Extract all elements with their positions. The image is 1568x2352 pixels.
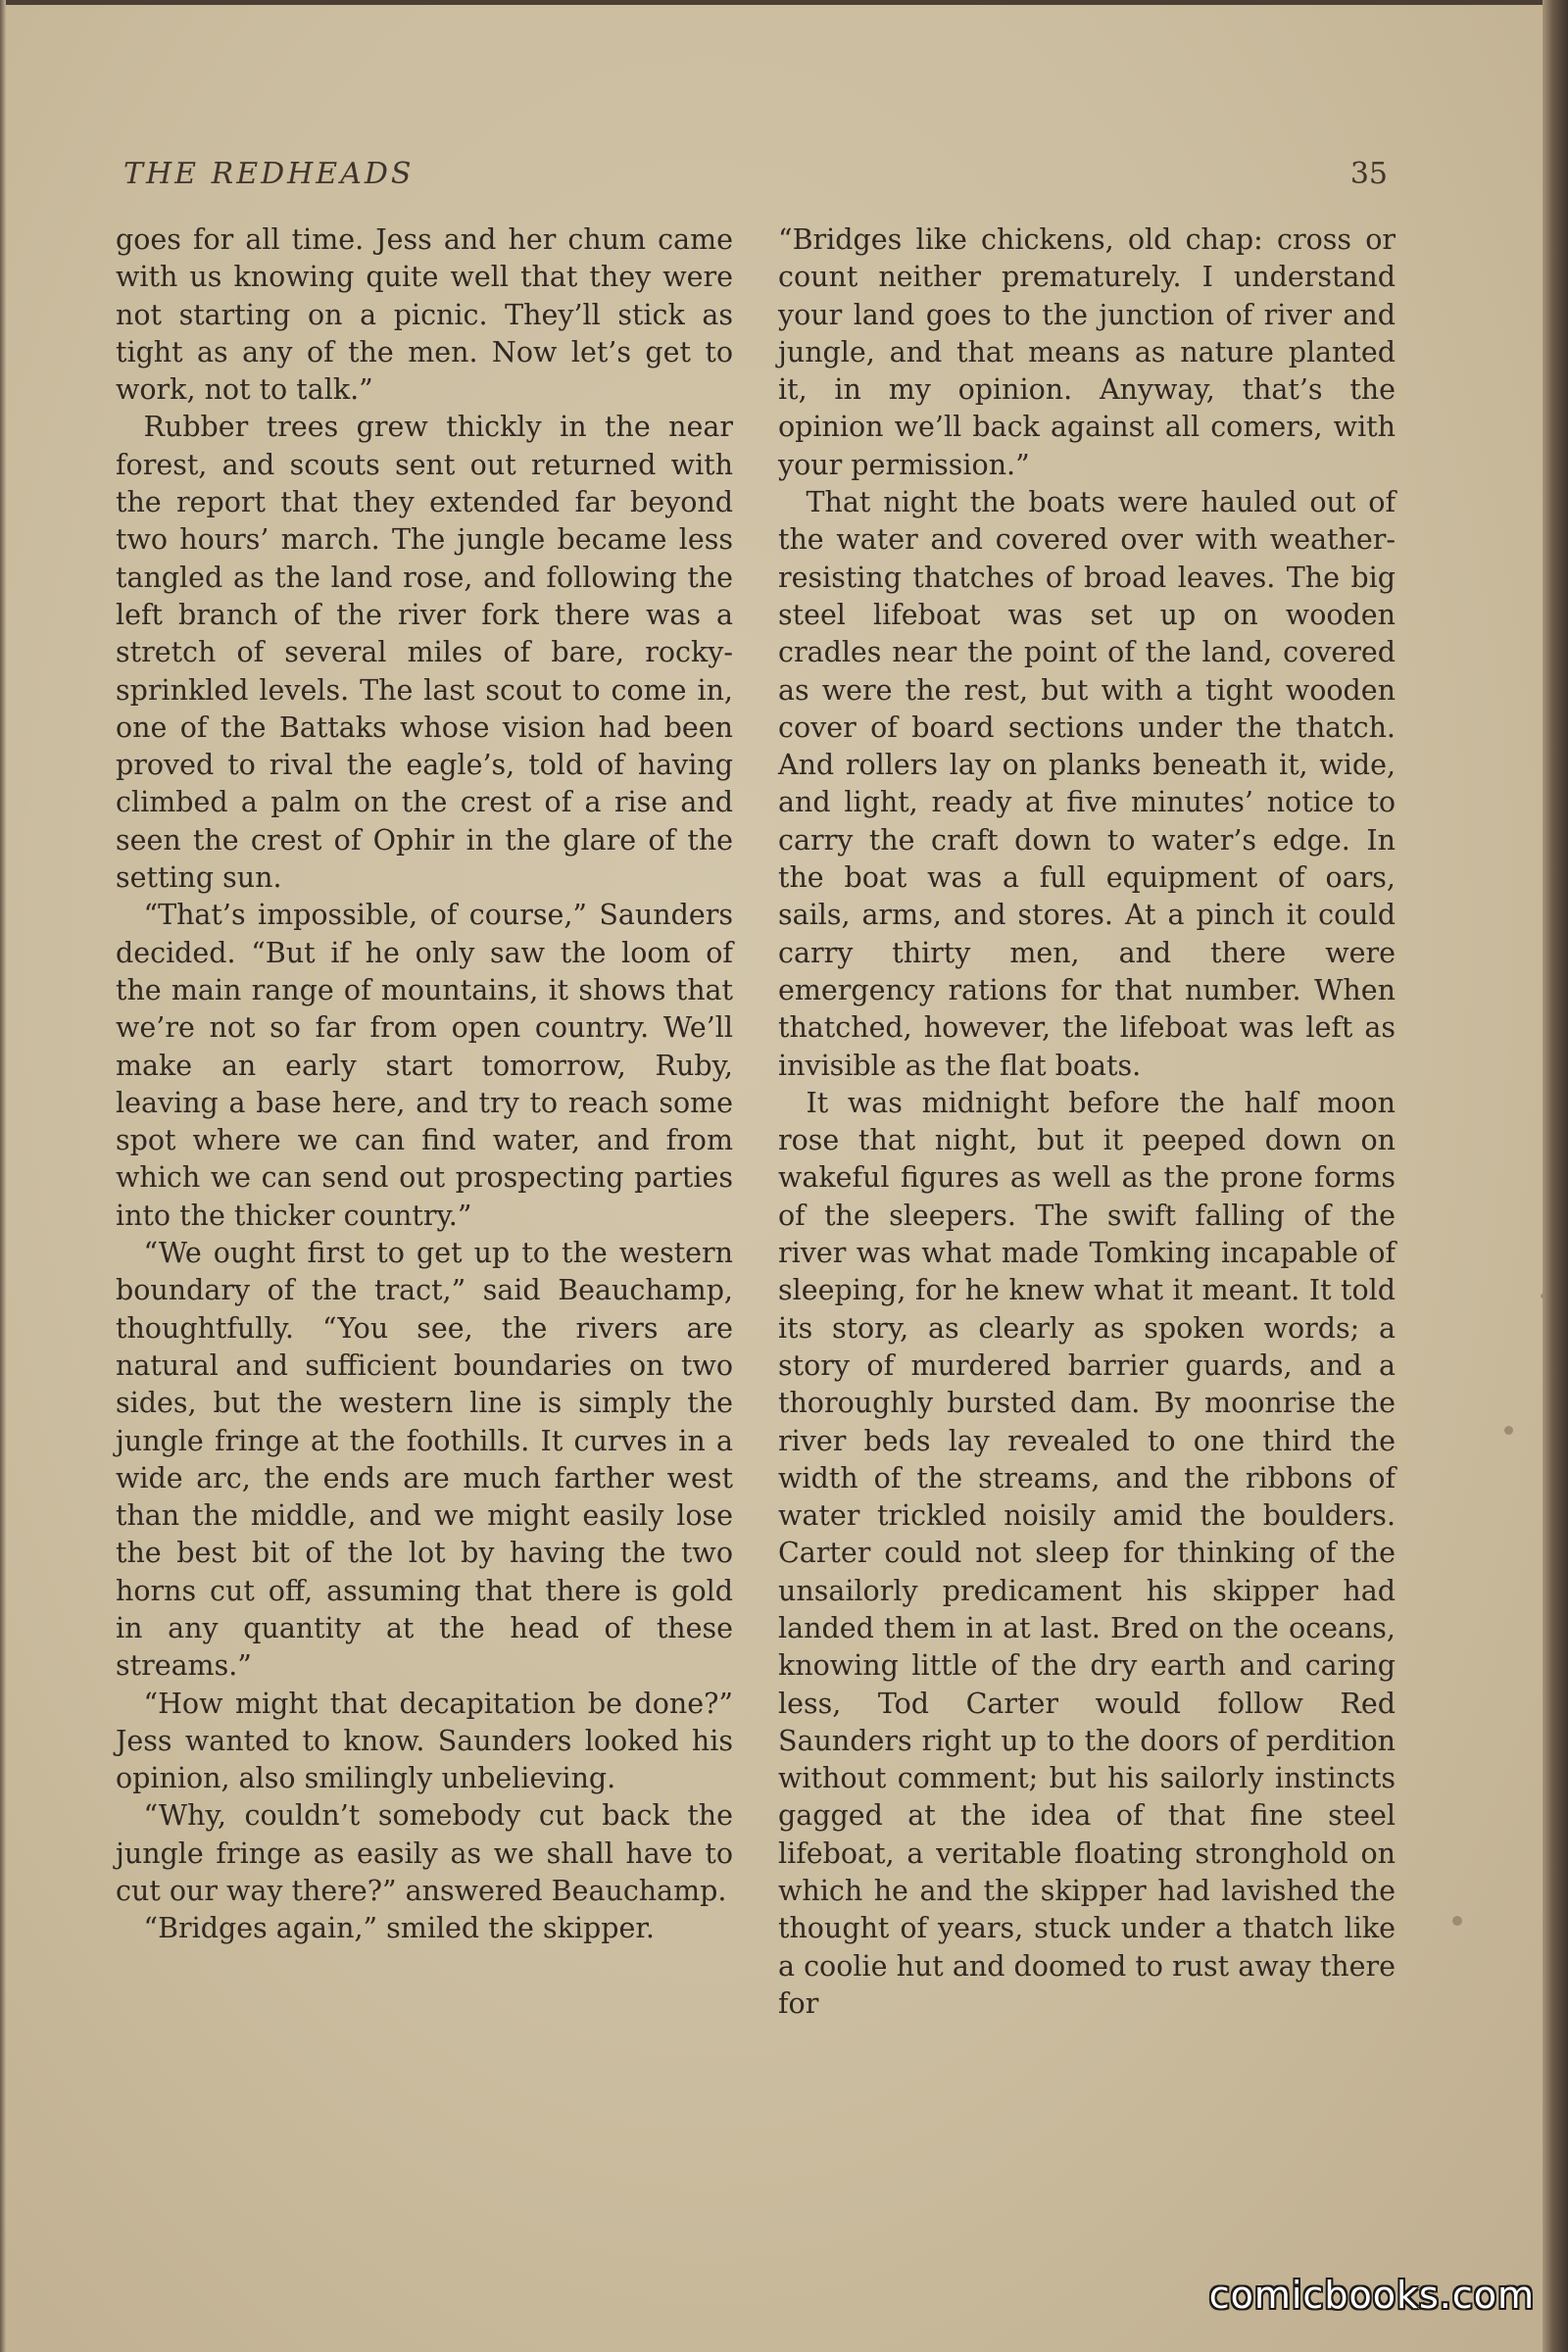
paragraph: “That’s impossible, of course,” Saunders decided. “But if he only saw the loom of the main range of mountains, it shows that we’re not so far from open country. We’ll make an early start tomorrow, Ruby, leaving a base here, and try to reach some spot where we can find water, and from which we can send out prospecting parties into the thicker country.” — [116, 899, 733, 1232]
page-left-edge — [0, 0, 6, 2352]
paragraph: goes for all time. Jess and her chum came with us knowing quite well that they were not starting on a picnic. They’ll stick as tight as any of the men. Now let’s get to work, not to talk.” — [116, 223, 733, 407]
paragraph: “Why, couldn’t somebody cut back the jungle fringe as easily as we shall have to cut our way there?” answered Beauchamp. — [116, 1799, 733, 1908]
paragraph: That night the boats were hauled out of the water and covered over with weather-resisting thatches of broad leaves. The big steel lifeboat was set up on wooden cradles near the point of the land, covered as were the rest, but with a tight wooden cover of board sections under the thatch. And rollers lay on planks beneath it, wide, and light, ready at five minutes’ notice to carry the craft down to water’s edge. In the boat was a full equipment of oars, sails, arms, and stores. At a pinch it could carry thirty men, and there were emergency rations for that number. When thatched, however, the lifeboat was left as invisible as the flat boats. — [778, 486, 1396, 1082]
site-watermark: comicbooks.com — [1208, 2274, 1535, 2317]
paragraph: “How might that decapitation be done?” Jess wanted to know. Saunders looked his opinion, also smilingly unbelieving. — [116, 1687, 733, 1795]
paragraph: Rubber trees grew thickly in the near forest, and scouts sent out returned with the report that they extended far beyond two hours’ march. The jungle became less tangled as the land rose, and following the left branch of the river fork there was a stretch of several miles of bare, rocky-sprinkled levels. The last scout to come in, one of the Battaks whose vision had been proved to rival the eagle’s, told of having climbed a palm on the crest of a rise and seen the crest of Ophir in the glare of the setting sun. — [116, 411, 733, 895]
paragraph: “Bridges like chickens, old chap: cross or count neither prematurely. I understand your land goes to the junction of river and jungle, and that means as nature planted it, in my opinion. Anyway, that’s the opinion we’ll back against all comers, with your permission.” — [778, 223, 1396, 481]
book-spine-shadow — [1543, 0, 1568, 2352]
page-number: 35 — [1349, 157, 1388, 191]
page-top-edge — [0, 0, 1568, 5]
paper-speck — [1541, 1294, 1545, 1298]
paper-speck — [1504, 1426, 1513, 1435]
paragraph: “Bridges again,” smiled the skipper. — [143, 1912, 655, 1945]
paragraph: “We ought first to get up to the western boundary of the tract,” said Beauchamp, thoughtfully. “You see, the rivers are natural and sufficient boundaries on two sides, but the western line is simply the jungle fringe at the foothills. It curves in a wide arc, the ends are much farther west than the middle, and we might easily lose the best bit of the lot by having the two horns cut off, assuming that there is gold in any quantity at the head of these streams.” — [116, 1237, 733, 1683]
paper-speck — [1452, 1916, 1462, 1926]
paragraph: It was midnight before the half moon rose that night, but it peeped down on wakeful figures as well as the prone forms of the sleepers. The swift falling of the river was what made Tomking incapable of sleeping, for he knew what it meant. It told its story, as clearly as spoken words; a story of murdered barrier guards, and a thoroughly bursted dam. By moonrise the river beds lay revealed to one third the width of the streams, and the ribbons of water trickled noisily amid the boulders. Carter could not sleep for thinking of the unsailorly predicament his skipper had landed them in at last. Bred on the oceans, knowing little of the dry earth and caring less, Tod Carter would follow Red Saunders right up to the doors of perdition without comment; but his sailorly instincts gagged at the idea of that fine steel lifeboat, a veritable floating stronghold on which he and the skipper had lavished the thought of years, stuck under a thatch like a coolie hut and doomed to rust away there for — [778, 1086, 1396, 2020]
running-head — [123, 157, 1388, 200]
left-text-column — [116, 221, 733, 1948]
right-text-column — [778, 221, 1396, 2023]
running-title: THE REDHEADS — [123, 157, 415, 191]
